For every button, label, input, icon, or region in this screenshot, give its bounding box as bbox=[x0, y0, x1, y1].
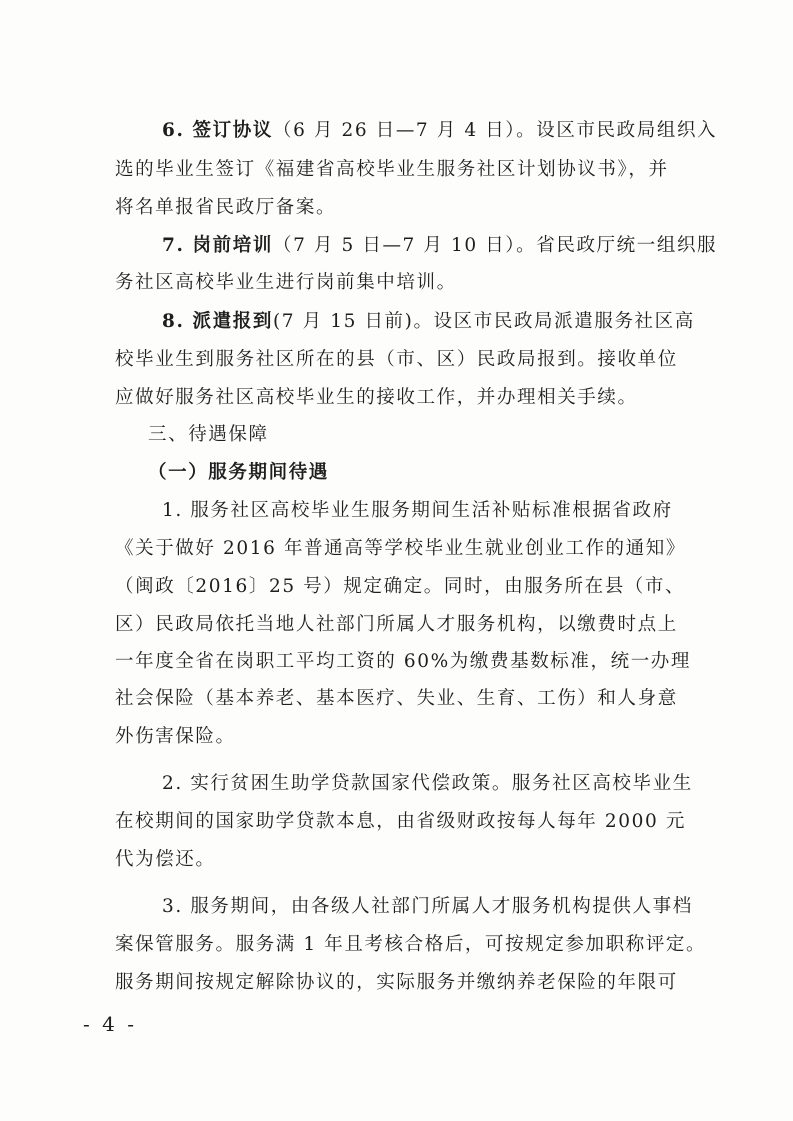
item-1-line-6: 社会保险（基本养老、基本医疗、失业、生育、工伤）和人身意 bbox=[115, 688, 678, 709]
paragraph-6-heading: 6. 签订协议 bbox=[162, 120, 273, 141]
page-number: - 4 - bbox=[83, 1012, 137, 1036]
paragraph-8-text: (7 月 15 日前)。设区市民政局派遣服务社区高 bbox=[272, 311, 695, 332]
paragraph-8-line-2: 校毕业生到服务社区所在的县（市、区）民政局报到。接收单位 bbox=[115, 349, 678, 370]
subsection-1-heading: （一）服务期间待遇 bbox=[148, 462, 329, 483]
item-2-line-3: 代为偿还。 bbox=[115, 849, 216, 870]
paragraph-7-heading: 7. 岗前培训 bbox=[162, 235, 273, 256]
item-3-line-2: 案保管服务。服务满 1 年且考核合格后，可按规定参加职称评定。 bbox=[115, 934, 707, 955]
item-1-line-7: 外伤害保险。 bbox=[115, 726, 236, 747]
item-2-line-2: 在校期间的国家助学贷款本息，由省级财政按每人每年 2000 元 bbox=[115, 811, 686, 832]
paragraph-7-line-2: 务社区高校毕业生进行岗前集中培训。 bbox=[115, 272, 457, 293]
paragraph-6-line-3: 将名单报省民政厅备案。 bbox=[115, 197, 337, 218]
paragraph-7-text: （7 月 5 日—7 月 10 日）。省民政厅统一组织服 bbox=[272, 235, 718, 256]
paragraph-6-line-1 bbox=[162, 122, 722, 141]
item-1-line-4: 区）民政局依托当地人社部门所属人才服务机构，以缴费时点上 bbox=[115, 614, 678, 635]
paragraph-7-line-1 bbox=[162, 237, 722, 256]
item-1-line-1: 1. 服务社区高校毕业生服务期间生活补贴标准根据省政府 bbox=[162, 500, 673, 521]
paragraph-6-line-2: 选的毕业生签订《福建省高校毕业生服务社区计划协议书》，并 bbox=[115, 159, 669, 180]
item-1-line-3: （闽政〔2016〕25 号）规定确定。同时，由服务所在县（市、 bbox=[115, 576, 686, 597]
section-3-heading: 三、待遇保障 bbox=[148, 424, 269, 445]
item-2-line-1: 2. 实行贫困生助学贷款国家代偿政策。服务社区高校毕业生 bbox=[162, 773, 693, 794]
paragraph-8-line-3: 应做好服务社区高校毕业生的接收工作，并办理相关手续。 bbox=[115, 387, 638, 408]
item-3-line-1: 3. 服务期间，由各级人社部门所属人才服务机构提供人事档 bbox=[162, 896, 693, 917]
paragraph-8-line-1 bbox=[162, 313, 722, 332]
paragraph-6-text: （6 月 26 日—7 月 4 日）。设区市民政局组织入 bbox=[272, 120, 718, 141]
item-1-line-2: 《关于做好 2016 年普通高等学校毕业生就业创业工作的通知》 bbox=[115, 538, 686, 559]
item-3-line-3: 服务期间按规定解除协议的，实际服务并缴纳养老保险的年限可 bbox=[115, 972, 678, 993]
item-1-line-5: 一年度全省在岗职工平均工资的 60%为缴费基数标准，统一办理 bbox=[115, 651, 692, 672]
paragraph-8-heading: 8. 派遣报到 bbox=[162, 311, 273, 332]
